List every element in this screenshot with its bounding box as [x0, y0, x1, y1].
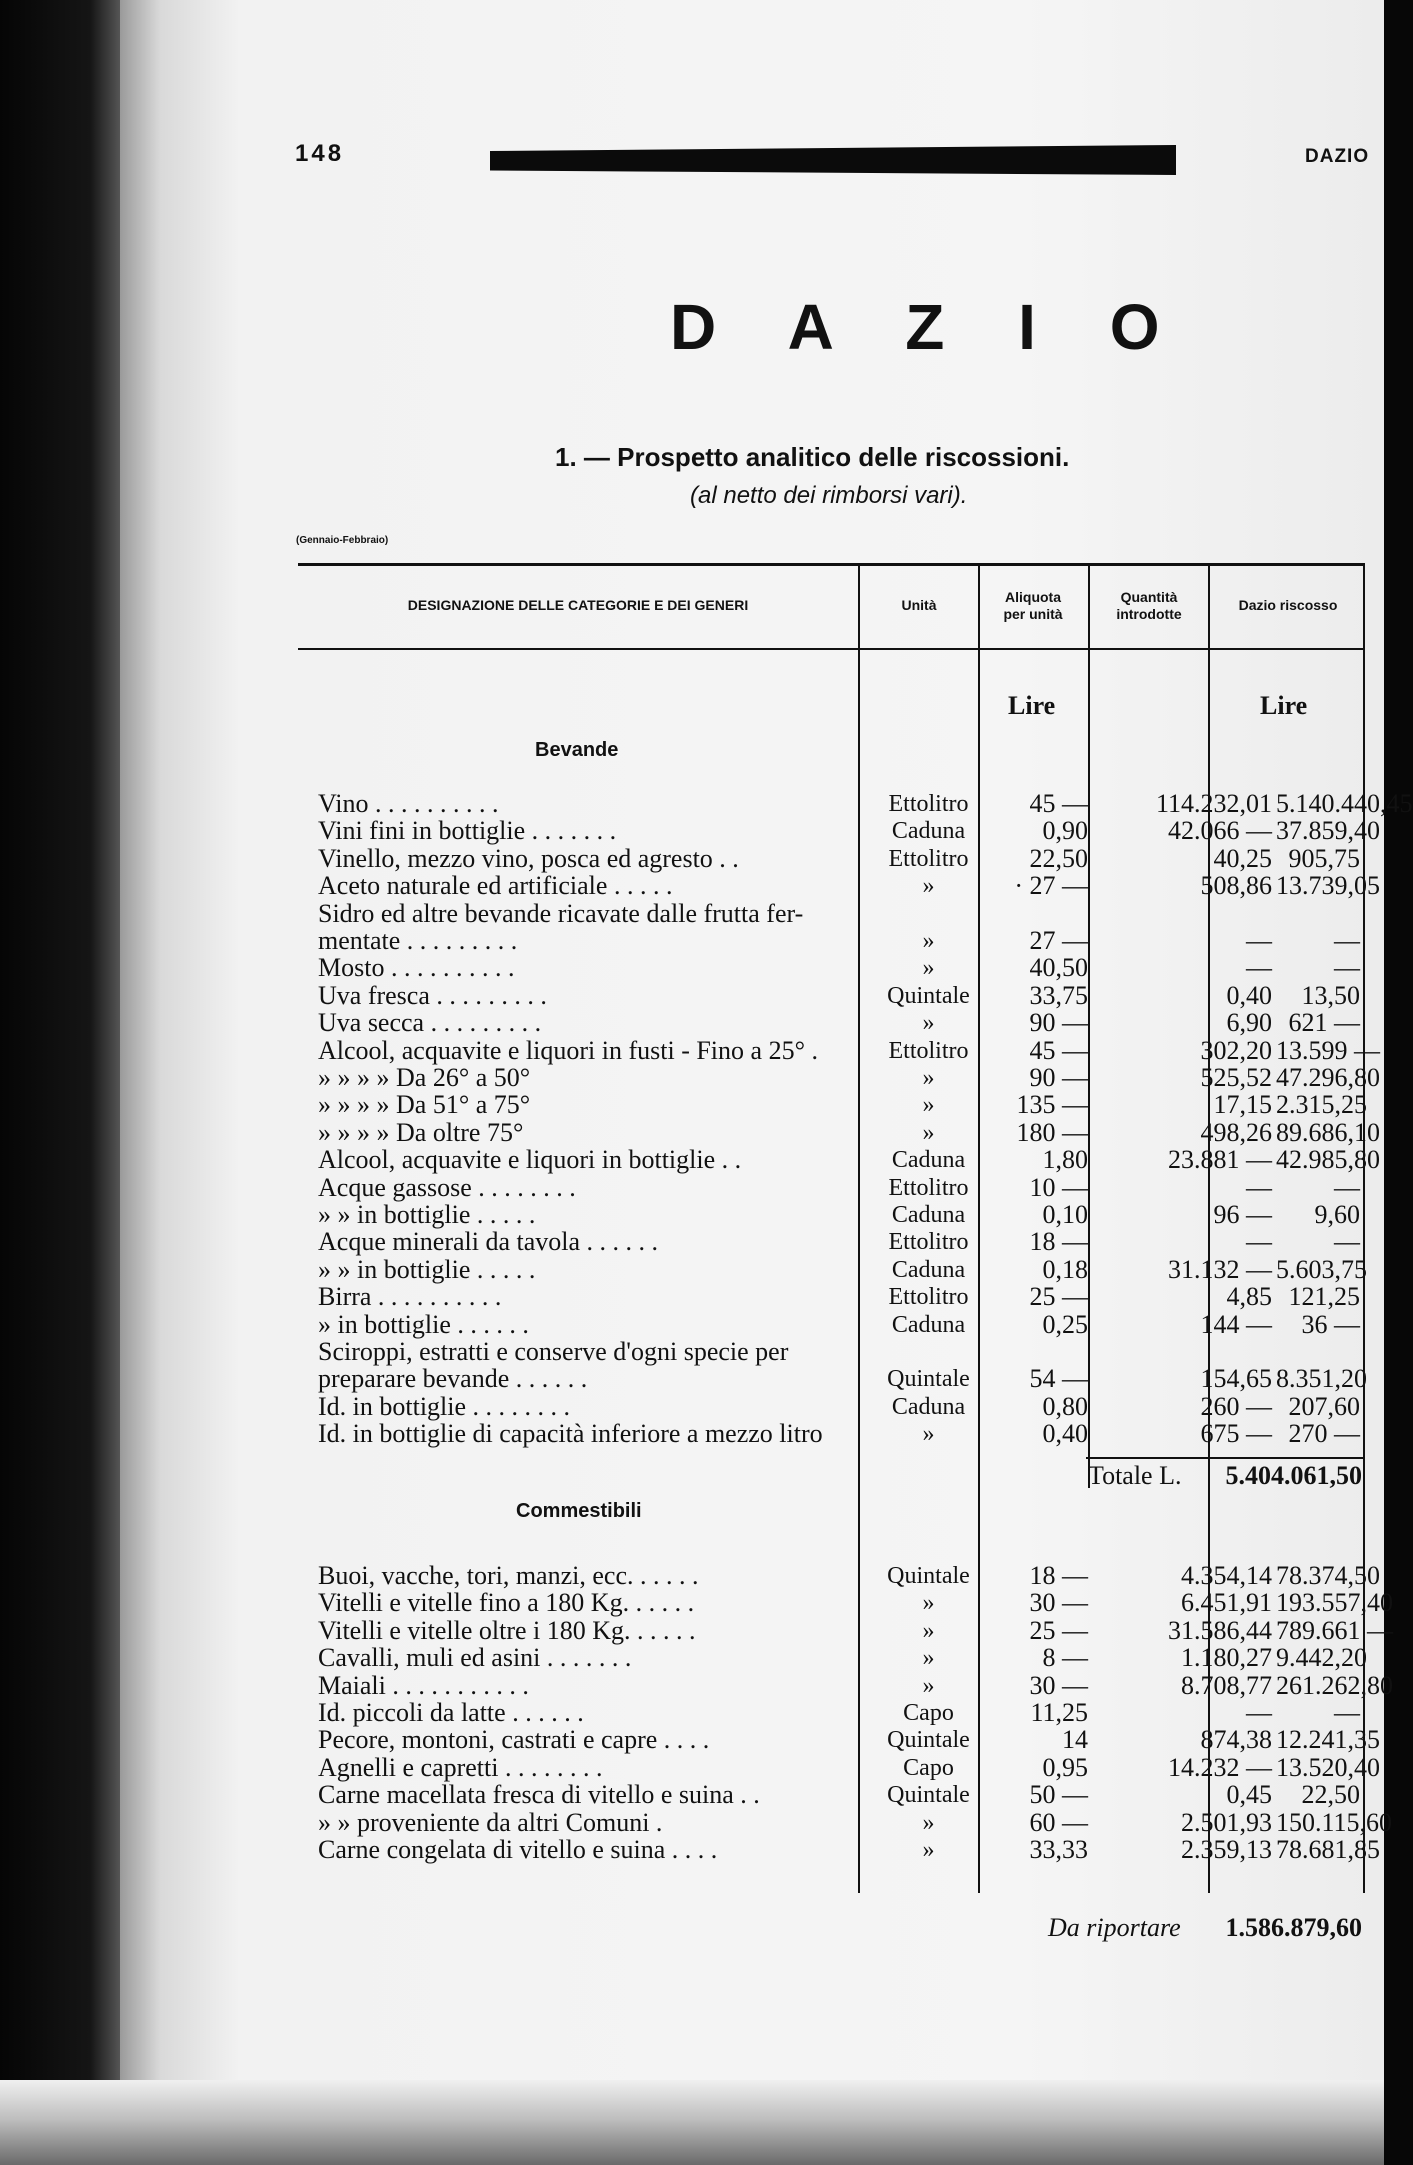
row-unit: »	[922, 1672, 935, 1699]
row-designation: preparare bevande . . . . . .	[318, 1364, 588, 1394]
table-row	[298, 1670, 1393, 1700]
row-designation: Alcool, acquavite e liquori in bottiglie . .	[318, 1145, 742, 1175]
row-rate: 14	[1062, 1725, 1088, 1755]
row-designation: Vitelli e vitelle fino a 180 Kg. . . . . .	[318, 1588, 695, 1618]
table-row	[298, 1117, 1380, 1147]
table-row	[298, 1338, 1365, 1366]
row-rate: 45 —	[1029, 1035, 1088, 1065]
row-unit: Capo	[903, 1754, 954, 1781]
row-unit: »	[922, 955, 935, 982]
table-row	[298, 900, 1365, 928]
row-unit: Quintale	[887, 1782, 970, 1809]
row-duty: 13.739,05	[1276, 871, 1380, 901]
row-designation: » » » » Da 26° a 50°	[318, 1063, 531, 1092]
table-row	[298, 1256, 1365, 1284]
row-quantity: 525,52	[1200, 1063, 1272, 1092]
row-quantity: —	[1246, 953, 1272, 983]
row-designation: Buoi, vacche, tori, manzi, ecc. . . . . .	[318, 1561, 699, 1590]
row-quantity: 675 —	[1200, 1419, 1272, 1449]
row-quantity: 8.708,77	[1181, 1670, 1272, 1700]
row-unit: »	[922, 873, 935, 900]
row-rate: 0,10	[1042, 1200, 1088, 1229]
table-row	[298, 1035, 1380, 1065]
table-row	[298, 1561, 1380, 1590]
total-label: Totale L.	[1088, 1461, 1182, 1490]
row-rate: 0,90	[1042, 816, 1088, 846]
row-unit: Quintale	[887, 1563, 970, 1589]
table-row	[298, 1283, 1365, 1311]
table-row	[298, 1835, 1380, 1864]
row-quantity: 260 —	[1200, 1391, 1272, 1421]
row-quantity: 4.354,14	[1181, 1561, 1272, 1590]
row-duty: 207,60	[1288, 1391, 1360, 1421]
table-row	[298, 1781, 1365, 1809]
running-header: DAZIO	[1305, 146, 1370, 167]
row-rate: 11,25	[1030, 1698, 1088, 1727]
row-designation: Id. in bottiglie . . . . . . . .	[318, 1391, 571, 1421]
row-designation: Acque minerali da tavola . . . . . .	[318, 1227, 659, 1257]
table-row	[298, 1365, 1365, 1393]
row-unit: »	[922, 1065, 935, 1091]
row-duty: 47.296,80	[1276, 1063, 1380, 1092]
row-quantity: 6.451,91	[1181, 1588, 1272, 1618]
row-duty: 78.681,85	[1276, 1835, 1380, 1864]
row-designation: » » in bottiglie . . . . .	[318, 1200, 536, 1229]
row-unit: Capo	[903, 1700, 954, 1726]
row-quantity: 154,65	[1200, 1364, 1272, 1394]
row-designation: Sciroppi, estratti e conserve d'ogni specie per	[318, 1337, 789, 1366]
row-quantity: 31.132 —	[1168, 1254, 1272, 1284]
row-duty: —	[1334, 1172, 1360, 1202]
row-quantity: —	[1246, 1698, 1272, 1727]
row-quantity: 96 —	[1213, 1200, 1272, 1229]
row-rate: 60 —	[1029, 1807, 1088, 1837]
row-unit: »	[922, 928, 935, 954]
table-row	[298, 1063, 1380, 1092]
row-designation: Carne congelata di vitello e suina . . . .	[318, 1835, 718, 1864]
table-row	[298, 816, 1380, 846]
total-value: 5.404.061,50	[1225, 1461, 1362, 1490]
row-designation: Sidro ed altre bevande ricavate dalle frutta fer-	[318, 898, 804, 928]
row-duty: 5.603,75	[1276, 1254, 1367, 1284]
table-row	[298, 1752, 1380, 1782]
row-quantity: —	[1246, 1227, 1272, 1257]
row-unit: Caduna	[891, 1311, 966, 1338]
page-title: D A Z I O	[670, 291, 1188, 363]
row-designation: Vino . . . . . . . . . .	[318, 789, 499, 818]
row-rate: 18 —	[1029, 1227, 1088, 1257]
row-rate: 18 —	[1029, 1561, 1088, 1590]
row-duty: 905,75	[1288, 843, 1360, 873]
row-duty: 9,60	[1314, 1200, 1360, 1229]
row-designation: » » proveniente da altri Comuni .	[318, 1807, 663, 1837]
row-unit: »	[922, 1421, 935, 1448]
table-row	[298, 1644, 1365, 1672]
row-duty: 22,50	[1301, 1780, 1360, 1810]
row-designation: Id. piccoli da latte . . . . . .	[318, 1698, 584, 1727]
row-unit: Caduna	[891, 818, 966, 845]
row-rate: 0,80	[1042, 1391, 1088, 1421]
row-unit: »	[922, 1645, 935, 1672]
table-row	[298, 1420, 1365, 1448]
row-rate: 0,18	[1042, 1254, 1088, 1284]
table-row	[298, 954, 1365, 982]
table-row	[298, 1699, 1365, 1727]
row-rate: 33,33	[1029, 1835, 1088, 1864]
row-designation: Vini fini in bottiglie . . . . . . .	[318, 816, 617, 846]
row-quantity: 874,38	[1200, 1725, 1272, 1755]
row-quantity: 2.359,13	[1181, 1835, 1272, 1864]
row-designation: Carne macellata fresca di vitello e suina . .	[318, 1780, 760, 1810]
table-row	[298, 1174, 1365, 1202]
row-quantity: 144 —	[1200, 1309, 1272, 1339]
table-row	[298, 1393, 1365, 1421]
row-duty: 621 —	[1288, 1008, 1360, 1038]
table-row	[298, 1228, 1365, 1256]
row-designation: Aceto naturale ed artificiale . . . . .	[318, 871, 673, 901]
table-row	[298, 1201, 1365, 1229]
row-unit: »	[922, 1837, 935, 1863]
row-unit: »	[922, 1617, 935, 1644]
table-row	[298, 1615, 1393, 1645]
row-duty: —	[1334, 926, 1360, 955]
row-designation: Maiali . . . . . . . . . . .	[318, 1670, 529, 1700]
table-row	[298, 1145, 1380, 1175]
scan-left-border	[0, 0, 120, 2165]
row-duty: 789.661 —	[1276, 1615, 1393, 1645]
row-unit: »	[922, 1809, 935, 1836]
row-quantity: 17,15	[1213, 1090, 1272, 1120]
total-rule	[1086, 1457, 1365, 1459]
table-row	[298, 1588, 1393, 1618]
row-unit: Caduna	[891, 1202, 966, 1228]
table-row	[298, 1311, 1365, 1339]
row-quantity: 31.586,44	[1168, 1615, 1272, 1645]
row-duty: 121,25	[1288, 1282, 1360, 1312]
row-rate: 54 —	[1029, 1364, 1088, 1394]
row-designation: » » » » Da oltre 75°	[318, 1117, 524, 1147]
row-designation: Cavalli, muli ed asini . . . . . . .	[318, 1643, 632, 1673]
row-designation: Alcool, acquavite e liquori in fusti - Fino a 25° .	[318, 1035, 818, 1065]
row-unit: »	[922, 1092, 935, 1119]
row-rate: 0,95	[1042, 1752, 1088, 1782]
row-designation: » » » » Da 51° a 75°	[318, 1090, 531, 1120]
carry-forward-label: Da riportare	[1048, 1913, 1181, 1942]
row-unit: »	[922, 1010, 935, 1037]
row-duty: 150.115,60	[1276, 1807, 1393, 1837]
table-row	[298, 871, 1380, 901]
row-rate: 30 —	[1029, 1588, 1088, 1618]
row-quantity: 302,20	[1200, 1035, 1272, 1065]
section-title: 1. — Prospetto analitico delle riscossioni.	[555, 442, 1070, 472]
row-duty: 36 —	[1301, 1309, 1360, 1339]
row-unit: Caduna	[891, 1393, 966, 1420]
row-rate: 22,50	[1029, 843, 1088, 873]
row-quantity: 23.881 —	[1168, 1145, 1272, 1175]
row-designation: Id. in bottiglie di capacità inferiore a mezzo litro	[318, 1419, 823, 1449]
header-quantity: Quantità introdotte	[1116, 588, 1182, 622]
row-duty: 13.599 —	[1276, 1035, 1380, 1065]
row-duty: 78.374,50	[1276, 1561, 1380, 1590]
row-quantity: 508,86	[1200, 871, 1272, 901]
row-duty: 5.140.440,45	[1276, 789, 1413, 818]
row-duty: 13,50	[1301, 980, 1360, 1010]
row-duty: 261.262,80	[1276, 1670, 1393, 1700]
row-rate: 1,80	[1042, 1145, 1088, 1175]
section-subtitle: (al netto dei rimborsi vari).	[690, 482, 968, 509]
row-designation: Birra . . . . . . . . . .	[318, 1282, 502, 1312]
row-duty: 2.315,25	[1276, 1090, 1367, 1120]
row-unit: »	[922, 1119, 935, 1146]
row-quantity: —	[1246, 1172, 1272, 1202]
row-quantity: 2.501,93	[1181, 1807, 1272, 1837]
row-rate: 90 —	[1029, 1008, 1088, 1038]
row-unit: »	[922, 1590, 935, 1617]
header-rate: Aliquota per unità	[1003, 588, 1063, 622]
table-header-rule	[298, 648, 1365, 650]
header-designation: DESIGNAZIONE DELLE CATEGORIE E DEI GENERI	[407, 597, 749, 614]
table-row	[298, 845, 1365, 873]
row-quantity: 0,40	[1226, 980, 1272, 1010]
table-row	[298, 1807, 1393, 1837]
row-rate: 0,25	[1042, 1309, 1088, 1339]
row-duty: 13.520,40	[1276, 1752, 1380, 1782]
row-designation: » in bottiglie . . . . . .	[318, 1309, 529, 1339]
table-row	[298, 1009, 1365, 1037]
row-unit: Quintale	[887, 982, 970, 1009]
row-designation: Mosto . . . . . . . . . .	[318, 953, 515, 983]
row-quantity: 42.066 —	[1168, 816, 1272, 846]
row-designation: Vitelli e vitelle oltre i 180 Kg. . . . . .	[318, 1615, 696, 1645]
row-designation: Vinello, mezzo vino, posca ed agresto . .	[318, 843, 739, 873]
row-unit: Ettolitro	[888, 791, 969, 817]
row-rate: 135 —	[1016, 1090, 1088, 1120]
row-unit: Ettolitro	[888, 845, 969, 872]
row-quantity: 1.180,27	[1181, 1643, 1272, 1673]
row-unit: Caduna	[891, 1147, 966, 1174]
row-designation: Uva secca . . . . . . . . .	[318, 1008, 542, 1038]
row-duty: 193.557,40	[1276, 1588, 1393, 1618]
row-duty: —	[1334, 1698, 1360, 1727]
table-row	[298, 927, 1365, 955]
row-designation: Pecore, montoni, castrati e capre . . . .	[318, 1725, 710, 1755]
duty-table	[298, 563, 1413, 1942]
row-rate: 45 —	[1029, 789, 1088, 818]
header-duty: Dazio riscosso	[1238, 597, 1338, 614]
row-duty: —	[1334, 1227, 1360, 1257]
table-row	[298, 982, 1365, 1010]
row-rate: 0,40	[1042, 1419, 1088, 1449]
header-unit: Unità	[901, 597, 937, 614]
row-quantity: 6,90	[1226, 1008, 1272, 1038]
row-rate: 30 —	[1029, 1670, 1088, 1700]
row-duty: 37.859,40	[1276, 816, 1380, 846]
row-rate: 40,50	[1029, 953, 1088, 983]
row-unit: Ettolitro	[888, 1229, 969, 1256]
row-designation: Acque gassose . . . . . . . .	[318, 1172, 576, 1202]
row-rate: 8 —	[1042, 1643, 1088, 1673]
row-quantity: 40,25	[1213, 843, 1272, 873]
table-row	[298, 1725, 1380, 1755]
scan-bottom-border	[0, 2080, 1384, 2165]
row-duty: 12.241,35	[1276, 1725, 1380, 1755]
carry-forward-value: 1.586.879,60	[1225, 1913, 1362, 1942]
row-rate: 25 —	[1029, 1615, 1088, 1645]
rate-currency: Lire	[1008, 691, 1056, 720]
row-unit: Ettolitro	[888, 1174, 969, 1201]
category-heading: Bevande	[535, 739, 619, 761]
row-rate: 27 —	[1029, 926, 1088, 955]
row-duty: 89.686,10	[1276, 1117, 1380, 1147]
row-rate: 90 —	[1029, 1063, 1088, 1092]
row-rate: 180 —	[1016, 1117, 1088, 1147]
row-unit: Ettolitro	[888, 1037, 969, 1064]
category-heading: Commestibili	[516, 1500, 642, 1522]
row-rate: 33,75	[1029, 980, 1088, 1010]
row-duty: —	[1334, 953, 1360, 983]
row-unit: Quintale	[887, 1366, 970, 1393]
row-designation: mentate . . . . . . . . .	[318, 926, 518, 955]
row-quantity: 14.232 —	[1168, 1752, 1272, 1782]
row-rate: 10 —	[1029, 1172, 1088, 1202]
row-designation: Agnelli e capretti . . . . . . . .	[318, 1752, 603, 1782]
row-quantity: 0,45	[1226, 1780, 1272, 1810]
period-note: (Gennaio-Febbraio)	[296, 535, 389, 546]
row-quantity: 498,26	[1200, 1117, 1272, 1147]
duty-currency: Lire	[1260, 691, 1308, 720]
row-designation: » » in bottiglie . . . . .	[318, 1254, 536, 1284]
table-row	[298, 1091, 1365, 1119]
row-duty: 42.985,80	[1276, 1145, 1380, 1175]
row-duty: 8.351,20	[1276, 1364, 1367, 1394]
row-unit: Quintale	[887, 1727, 970, 1754]
row-duty: 9.442,20	[1276, 1643, 1367, 1673]
row-rate: · 27 —	[1014, 871, 1088, 901]
row-quantity: 4,85	[1226, 1282, 1272, 1312]
table-row	[298, 789, 1413, 818]
row-rate: 50 —	[1029, 1780, 1088, 1810]
row-duty: 270 —	[1288, 1419, 1360, 1449]
page-number: 148	[295, 140, 345, 167]
row-designation: Uva fresca . . . . . . . . .	[318, 980, 547, 1010]
row-quantity: —	[1246, 926, 1272, 955]
row-unit: Ettolitro	[888, 1284, 969, 1311]
row-unit: Caduna	[891, 1256, 966, 1283]
row-rate: 25 —	[1029, 1282, 1088, 1312]
row-quantity: 114.232,01	[1155, 789, 1272, 818]
